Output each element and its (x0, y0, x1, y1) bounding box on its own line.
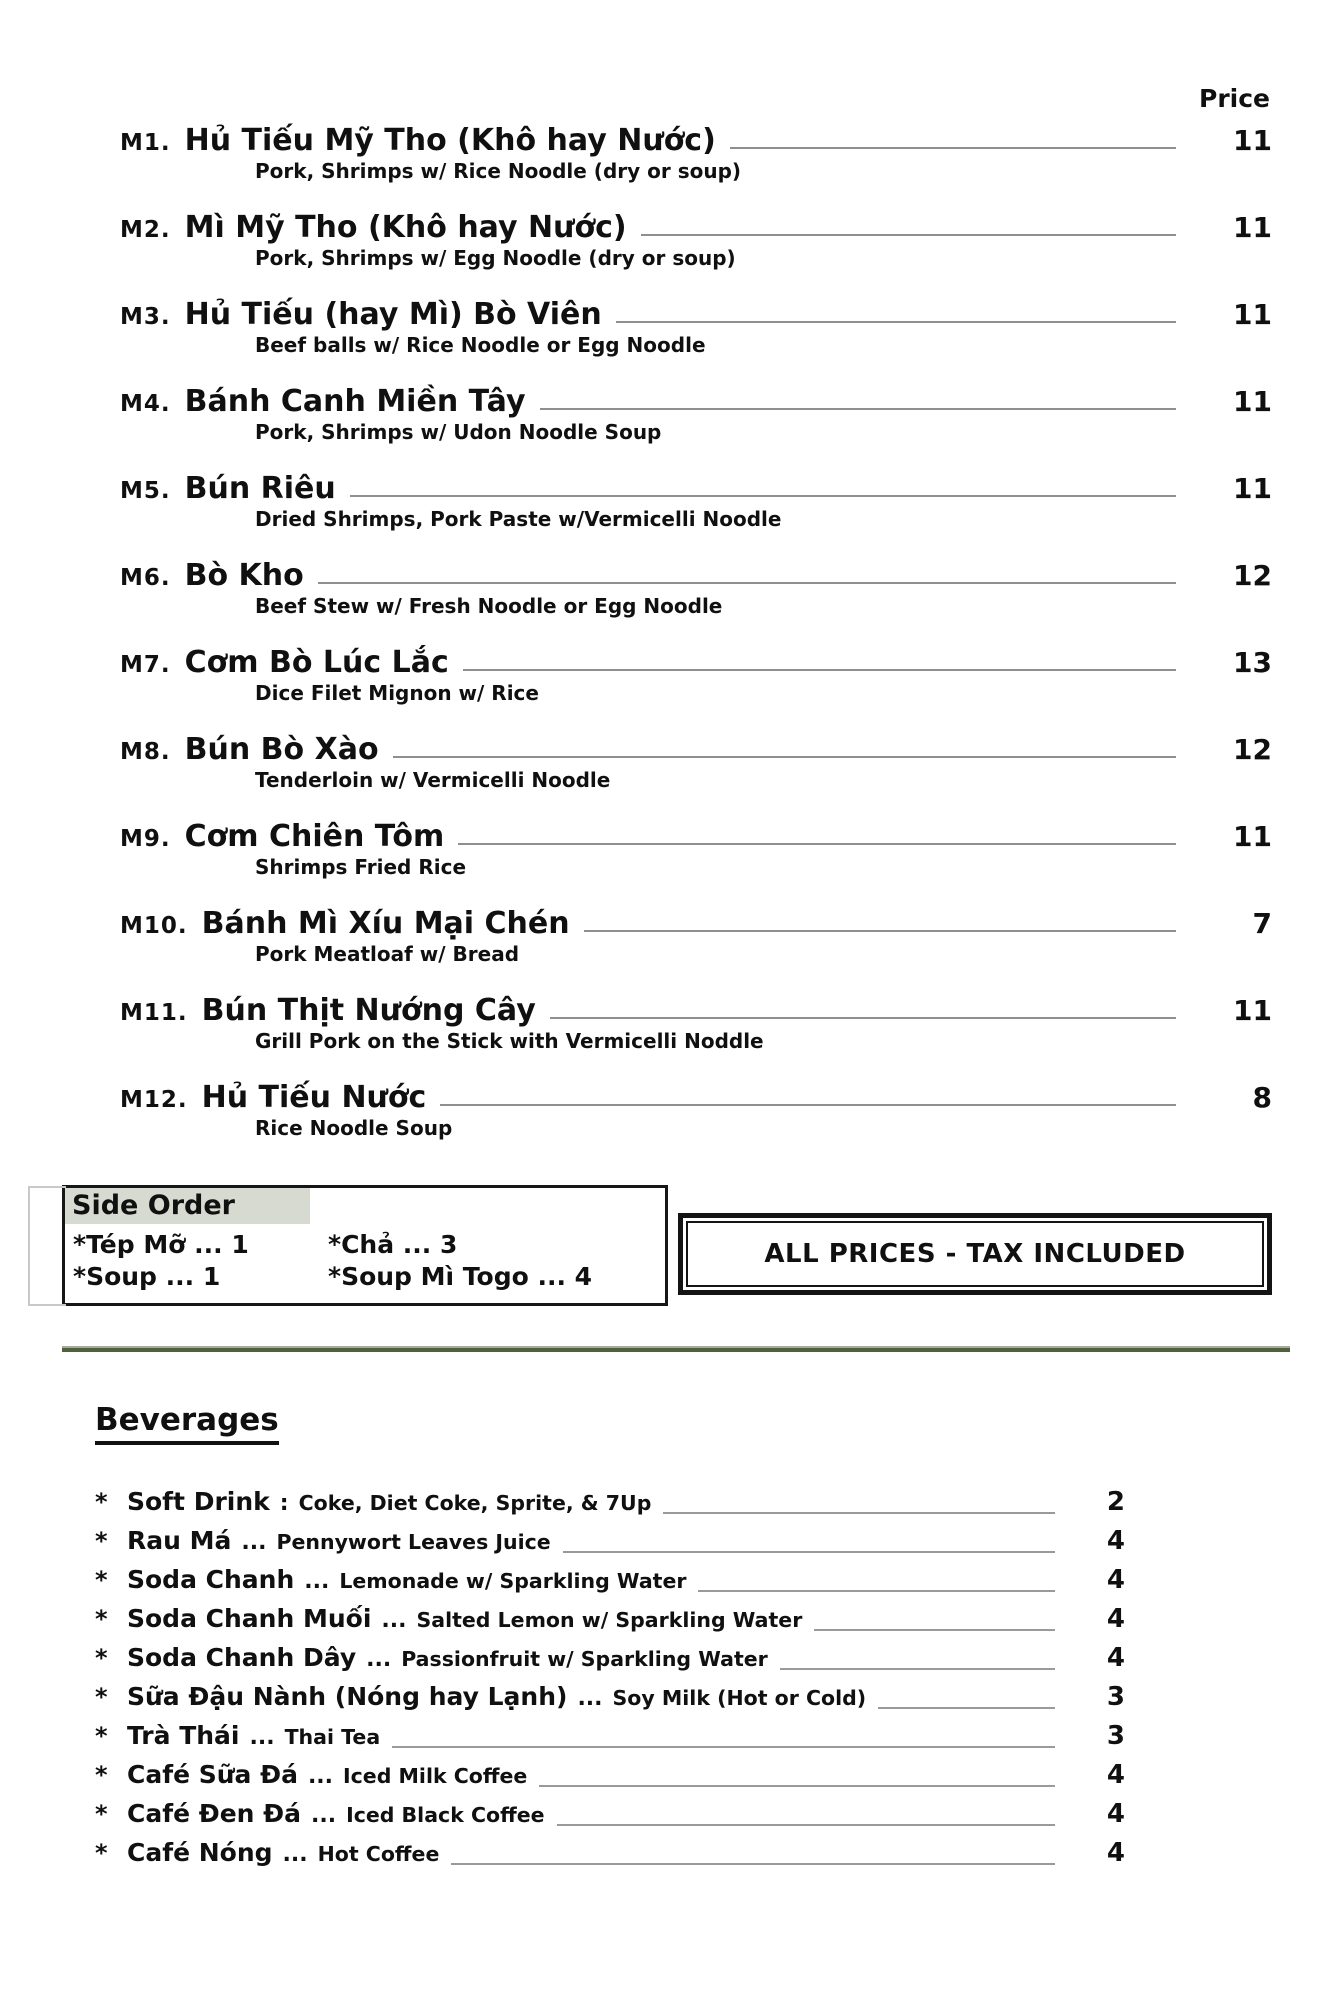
item-price: 7 (1252, 907, 1272, 940)
beverage-bullet: * (95, 1488, 108, 1516)
tax-notice-box (678, 1213, 1272, 1295)
beverage-bullet: * (95, 1839, 108, 1867)
item-underline (584, 930, 1176, 932)
item-underline (318, 582, 1176, 584)
beverage-row (95, 1834, 1125, 1873)
item-description: Beef balls w/ Rice Noodle or Egg Noodle (255, 333, 706, 357)
beverage-name: Rau Má (127, 1526, 232, 1555)
beverage-name: Café Đen Đá (127, 1799, 301, 1828)
item-description: Pork, Shrimps w/ Egg Noodle (dry or soup) (255, 246, 736, 270)
beverage-row (95, 1522, 1125, 1561)
item-price: 11 (1233, 211, 1272, 244)
item-underline (440, 1104, 1176, 1106)
menu-item (62, 1080, 1272, 1141)
menu-item (62, 906, 1272, 967)
menu-item (62, 558, 1272, 619)
beverage-price: 4 (1106, 1799, 1125, 1829)
beverage-bullet: * (95, 1683, 108, 1711)
beverage-underline (814, 1629, 1055, 1631)
side-order-section (62, 1185, 1272, 1306)
beverages-heading: Beverages (95, 1402, 279, 1445)
beverage-underline (392, 1746, 1055, 1748)
item-name: Bánh Mì Xíu Mại Chén (201, 906, 570, 941)
item-price: 11 (1233, 124, 1272, 157)
beverage-bullet: * (95, 1605, 108, 1633)
beverage-price: 4 (1106, 1760, 1125, 1790)
menu-item (62, 384, 1272, 445)
item-price: 11 (1233, 472, 1272, 505)
item-id: M1. (120, 130, 171, 156)
beverage-underline (539, 1785, 1055, 1787)
item-underline (458, 843, 1176, 845)
beverage-bullet: * (95, 1644, 108, 1672)
beverage-row (95, 1717, 1125, 1756)
item-name: Bún Riêu (184, 471, 336, 506)
item-description: Grill Pork on the Stick with Vermicelli Noddle (255, 1029, 764, 1053)
side-order-item: *Soup Mì Togo ... 4 (328, 1262, 593, 1291)
beverage-bullet: * (95, 1527, 108, 1555)
item-name: Mì Mỹ Tho (Khô hay Nước) (184, 210, 627, 245)
item-underline (463, 669, 1176, 671)
price-column-header: Price (1199, 84, 1270, 113)
item-description: Pork Meatloaf w/ Bread (255, 942, 520, 966)
beverage-separator: ... (307, 1764, 334, 1789)
menu-item (62, 993, 1272, 1054)
item-name: Hủ Tiếu Mỹ Tho (Khô hay Nước) (184, 123, 716, 158)
menu-item (62, 471, 1272, 532)
beverage-separator: ... (282, 1842, 308, 1867)
item-name: Bò Kho (184, 558, 304, 593)
beverage-underline (557, 1824, 1055, 1826)
beverage-underline (698, 1590, 1055, 1592)
beverage-description: Iced Black Coffee (346, 1803, 545, 1827)
beverage-description: Soy Milk (Hot or Cold) (612, 1686, 867, 1710)
beverage-bullet: * (95, 1722, 108, 1750)
item-id: M10. (120, 913, 188, 939)
menu-item (62, 297, 1272, 358)
beverage-price: 4 (1106, 1565, 1125, 1595)
beverage-row (95, 1639, 1125, 1678)
item-name: Cơm Bò Lúc Lắc (184, 645, 449, 680)
item-price: 11 (1233, 385, 1272, 418)
side-order-item: *Tép Mỡ ... 1 (73, 1230, 249, 1259)
beverage-row (95, 1600, 1125, 1639)
item-price: 11 (1233, 994, 1272, 1027)
beverage-separator: ... (249, 1725, 275, 1750)
beverage-description: Passionfruit w/ Sparkling Water (401, 1647, 768, 1671)
beverage-underline (878, 1707, 1055, 1709)
menu-list (62, 123, 1272, 1141)
item-name: Hủ Tiếu (hay Mì) Bò Viên (184, 297, 602, 332)
beverage-price: 4 (1106, 1838, 1125, 1868)
item-price: 12 (1233, 559, 1272, 592)
beverage-name: Sữa Đậu Nành (Nóng hay Lạnh) (127, 1682, 568, 1711)
beverage-name: Soda Chanh Muối (127, 1604, 372, 1633)
side-order-title: Side Order (65, 1188, 310, 1224)
beverage-separator: : (279, 1491, 289, 1516)
item-description: Tenderloin w/ Vermicelli Noodle (255, 768, 611, 792)
beverage-description: Iced Milk Coffee (343, 1764, 528, 1788)
item-id: M7. (120, 652, 171, 678)
menu-item (62, 123, 1272, 184)
item-description: Beef Stew w/ Fresh Noodle or Egg Noodle (255, 594, 723, 618)
side-order-item: *Chả ... 3 (328, 1230, 458, 1259)
beverage-description: Salted Lemon w/ Sparkling Water (416, 1608, 803, 1632)
beverage-separator: ... (577, 1686, 603, 1711)
beverage-row (95, 1756, 1125, 1795)
beverage-price: 4 (1106, 1604, 1125, 1634)
item-underline (393, 756, 1176, 758)
item-id: M12. (120, 1087, 188, 1113)
beverage-price: 3 (1106, 1721, 1125, 1751)
beverage-underline (451, 1863, 1055, 1865)
item-underline (550, 1017, 1176, 1019)
item-underline (641, 234, 1176, 236)
beverage-separator: ... (310, 1803, 337, 1828)
item-id: M2. (120, 217, 171, 243)
item-price: 12 (1233, 733, 1272, 766)
beverage-price: 3 (1106, 1682, 1125, 1712)
beverage-underline (663, 1512, 1055, 1514)
item-id: M4. (120, 391, 171, 417)
item-description: Dried Shrimps, Pork Paste w/Vermicelli Noodle (255, 507, 782, 531)
item-id: M11. (120, 1000, 188, 1026)
beverage-price: 2 (1106, 1487, 1125, 1517)
item-name: Bún Thịt Nướng Cây (201, 993, 536, 1028)
item-description: Dice Filet Mignon w/ Rice (255, 681, 539, 705)
beverage-separator: ... (366, 1647, 392, 1672)
beverage-row (95, 1561, 1125, 1600)
item-price: 13 (1233, 646, 1272, 679)
beverage-description: Thai Tea (284, 1725, 381, 1749)
beverage-row (95, 1483, 1125, 1522)
item-name: Bánh Canh Miền Tây (184, 384, 526, 419)
item-description: Rice Noodle Soup (255, 1116, 453, 1140)
beverage-bullet: * (95, 1800, 108, 1828)
item-id: M8. (120, 739, 171, 765)
menu-item (62, 732, 1272, 793)
item-description: Shrimps Fried Rice (255, 855, 467, 879)
item-underline (350, 495, 1176, 497)
beverage-separator: ... (241, 1530, 267, 1555)
beverage-description: Lemonade w/ Sparkling Water (339, 1569, 687, 1593)
beverage-separator: ... (304, 1569, 330, 1594)
item-id: M5. (120, 478, 171, 504)
beverage-description: Hot Coffee (317, 1842, 440, 1866)
item-name: Hủ Tiếu Nước (201, 1080, 427, 1115)
item-description: Pork, Shrimps w/ Udon Noodle Soup (255, 420, 662, 444)
item-underline (730, 147, 1176, 149)
beverage-name: Café Sữa Đá (127, 1760, 298, 1789)
beverage-description: Pennywort Leaves Juice (276, 1530, 551, 1554)
menu-item (62, 819, 1272, 880)
item-underline (540, 408, 1176, 410)
beverage-separator: ... (381, 1608, 407, 1633)
item-id: M6. (120, 565, 171, 591)
beverage-name: Trà Thái (127, 1721, 240, 1750)
item-price: 11 (1233, 298, 1272, 331)
beverage-bullet: * (95, 1566, 108, 1594)
item-name: Bún Bò Xào (184, 732, 379, 767)
item-price: 11 (1233, 820, 1272, 853)
tax-notice: ALL PRICES - TAX INCLUDED (686, 1221, 1264, 1287)
side-order-item: *Soup ... 1 (73, 1262, 221, 1291)
menu-item (62, 645, 1272, 706)
beverage-name: Soda Chanh Dây (127, 1643, 357, 1672)
beverage-price: 4 (1106, 1526, 1125, 1556)
item-price: 8 (1252, 1081, 1272, 1114)
beverage-row (95, 1795, 1125, 1834)
beverage-description: Coke, Diet Coke, Sprite, & 7Up (298, 1491, 652, 1515)
beverage-name: Café Nóng (127, 1838, 273, 1867)
beverage-list (95, 1483, 1125, 1873)
item-name: Cơm Chiên Tôm (184, 819, 445, 854)
item-id: M9. (120, 826, 171, 852)
side-order-box (62, 1185, 668, 1306)
beverage-row (95, 1678, 1125, 1717)
beverage-name: Soda Chanh (127, 1565, 295, 1594)
beverage-price: 4 (1106, 1643, 1125, 1673)
item-description: Pork, Shrimps w/ Rice Noodle (dry or soup) (255, 159, 742, 183)
item-id: M3. (120, 304, 171, 330)
beverage-underline (780, 1668, 1055, 1670)
item-underline (616, 321, 1176, 323)
beverage-underline (563, 1551, 1055, 1553)
menu-item (62, 210, 1272, 271)
beverage-name: Soft Drink (127, 1487, 270, 1516)
beverage-bullet: * (95, 1761, 108, 1789)
